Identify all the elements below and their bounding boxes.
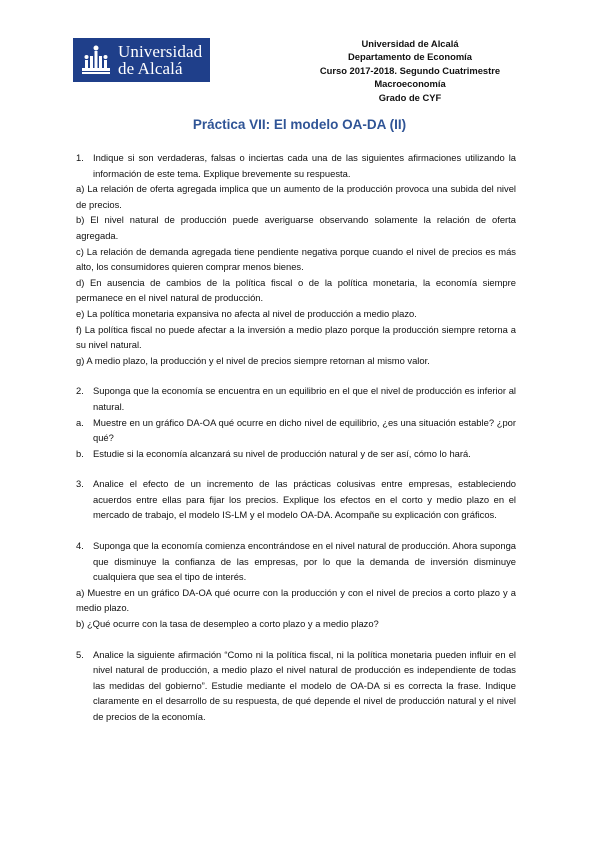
- document-body: [76, 150, 516, 725]
- item-text: Muestre en un gráfico DA-OA qué ocurre en dicho nivel de equilibrio, ¿es una situación estable? ¿por qué?: [93, 416, 516, 444]
- item-text: Estudie si la economía alcanzará su nivel de producción natural y de ser así, cómo lo hará.: [93, 447, 471, 459]
- q2-item-b: [76, 446, 516, 462]
- q1-item-e: e) La política monetaria expansiva no afecta al nivel de producción a medio plazo.: [76, 307, 417, 319]
- header-subject: Macroeconomía: [374, 78, 446, 90]
- q1-item-d: d) En ausencia de cambios de la política fiscal o de la política monetaria, la economía siempre permanece en el nivel natural de producción.: [76, 276, 516, 304]
- page-title: Práctica VII: El modelo OA-DA (II): [192, 117, 407, 132]
- q4-item-a: a) Muestre en un gráfico DA-OA qué ocurre con la producción y con el nivel de precios a corto plazo y a medio plazo.: [76, 586, 516, 614]
- question-text: Suponga que la economía se encuentra en un equilibrio en el que el nivel de producción es inferior al natural.: [93, 385, 516, 412]
- q1-item-g: g) A medio plazo, la producción y el nivel de precios siempre retornan al mismo valor.: [76, 354, 430, 366]
- logo-line-1: Universidad: [118, 42, 203, 61]
- q1-item-c: c) La relación de demanda agregada tiene pendiente negativa porque cuando el nivel de precios es más alto, los consumidores quieren comprar menos bienes.: [76, 245, 516, 273]
- question-number: 4.: [76, 540, 84, 552]
- question-text: Suponga que la economía comienza encontrándose en el nivel natural de producción. Ahora suponga que disminuye la confianza de las empresas, por lo que la demanda de inversión disminuye cualquiera que sea el tipo de interés.: [93, 540, 516, 583]
- q1-item-a: a) La relación de oferta agregada implica que un aumento de la producción provoca una subida del nivel de precios.: [76, 183, 516, 210]
- item-label: a.: [76, 416, 84, 428]
- question-text: Analice la siguiente afirmación “Como ni la política fiscal, ni la política monetaria pueden influir en el nivel natural de producción, a medio plazo el nivel natural de producción es independiente de todas las medidas del gobierno”. Estudie mediante el modelo de OA-DA si es correcta la frase. Indique claramente en el desarrollo de su respuesta, de qué depende el nivel de producción natural y el nivel de precios de la economía.: [93, 648, 516, 722]
- header-department: Departamento de Economía: [348, 51, 472, 63]
- q1-item-b: b) El nivel natural de producción puede averiguarse observando solamente la relación de oferta agregada.: [76, 214, 516, 241]
- q1-item-f: f) La política fiscal no puede afectar a la inversión a medio plazo porque la producción siempre retorna a su nivel natural.: [76, 323, 516, 351]
- question-number: 5.: [76, 648, 84, 660]
- question-number: 3.: [76, 478, 84, 490]
- question-text: Indique si son verdaderas, falsas o inciertas cada una de las siguientes afirmaciones utilizando la información de este tema. Explique brevemente su respuesta.: [93, 152, 516, 179]
- course-header: [255, 37, 565, 104]
- header-course: Curso 2017-2018. Segundo Cuatrimestre: [319, 64, 501, 76]
- question-1: [76, 150, 516, 181]
- q4-item-b: b) ¿Qué ocurre con la tasa de desempleo a corto plazo y a medio plazo?: [76, 618, 379, 630]
- university-crest-icon: [78, 42, 114, 78]
- university-logo: [73, 38, 210, 82]
- question-text: Analice el efecto de un incremento de las prácticas colusivas entre empresas, estableciendo acuerdos entre ellas para fijar los precios. Explique los efectos en el corto y medio plazo en el mercado de trabajo, el modelo IS-LM y el modelo OA-DA. Acompañe su explicación con gráficos.: [93, 478, 516, 521]
- header-degree: Grado de CYF: [378, 91, 442, 103]
- logo-line-2: de Alcalá: [118, 59, 183, 78]
- item-label: b.: [76, 447, 84, 459]
- header-university: Universidad de Alcalá: [361, 38, 459, 49]
- question-4: [76, 538, 516, 585]
- question-2: [76, 383, 516, 414]
- question-5: [76, 647, 516, 725]
- question-number: 1.: [76, 152, 84, 163]
- question-3: [76, 476, 516, 523]
- question-number: 2.: [76, 385, 84, 397]
- q2-item-a: [76, 415, 516, 446]
